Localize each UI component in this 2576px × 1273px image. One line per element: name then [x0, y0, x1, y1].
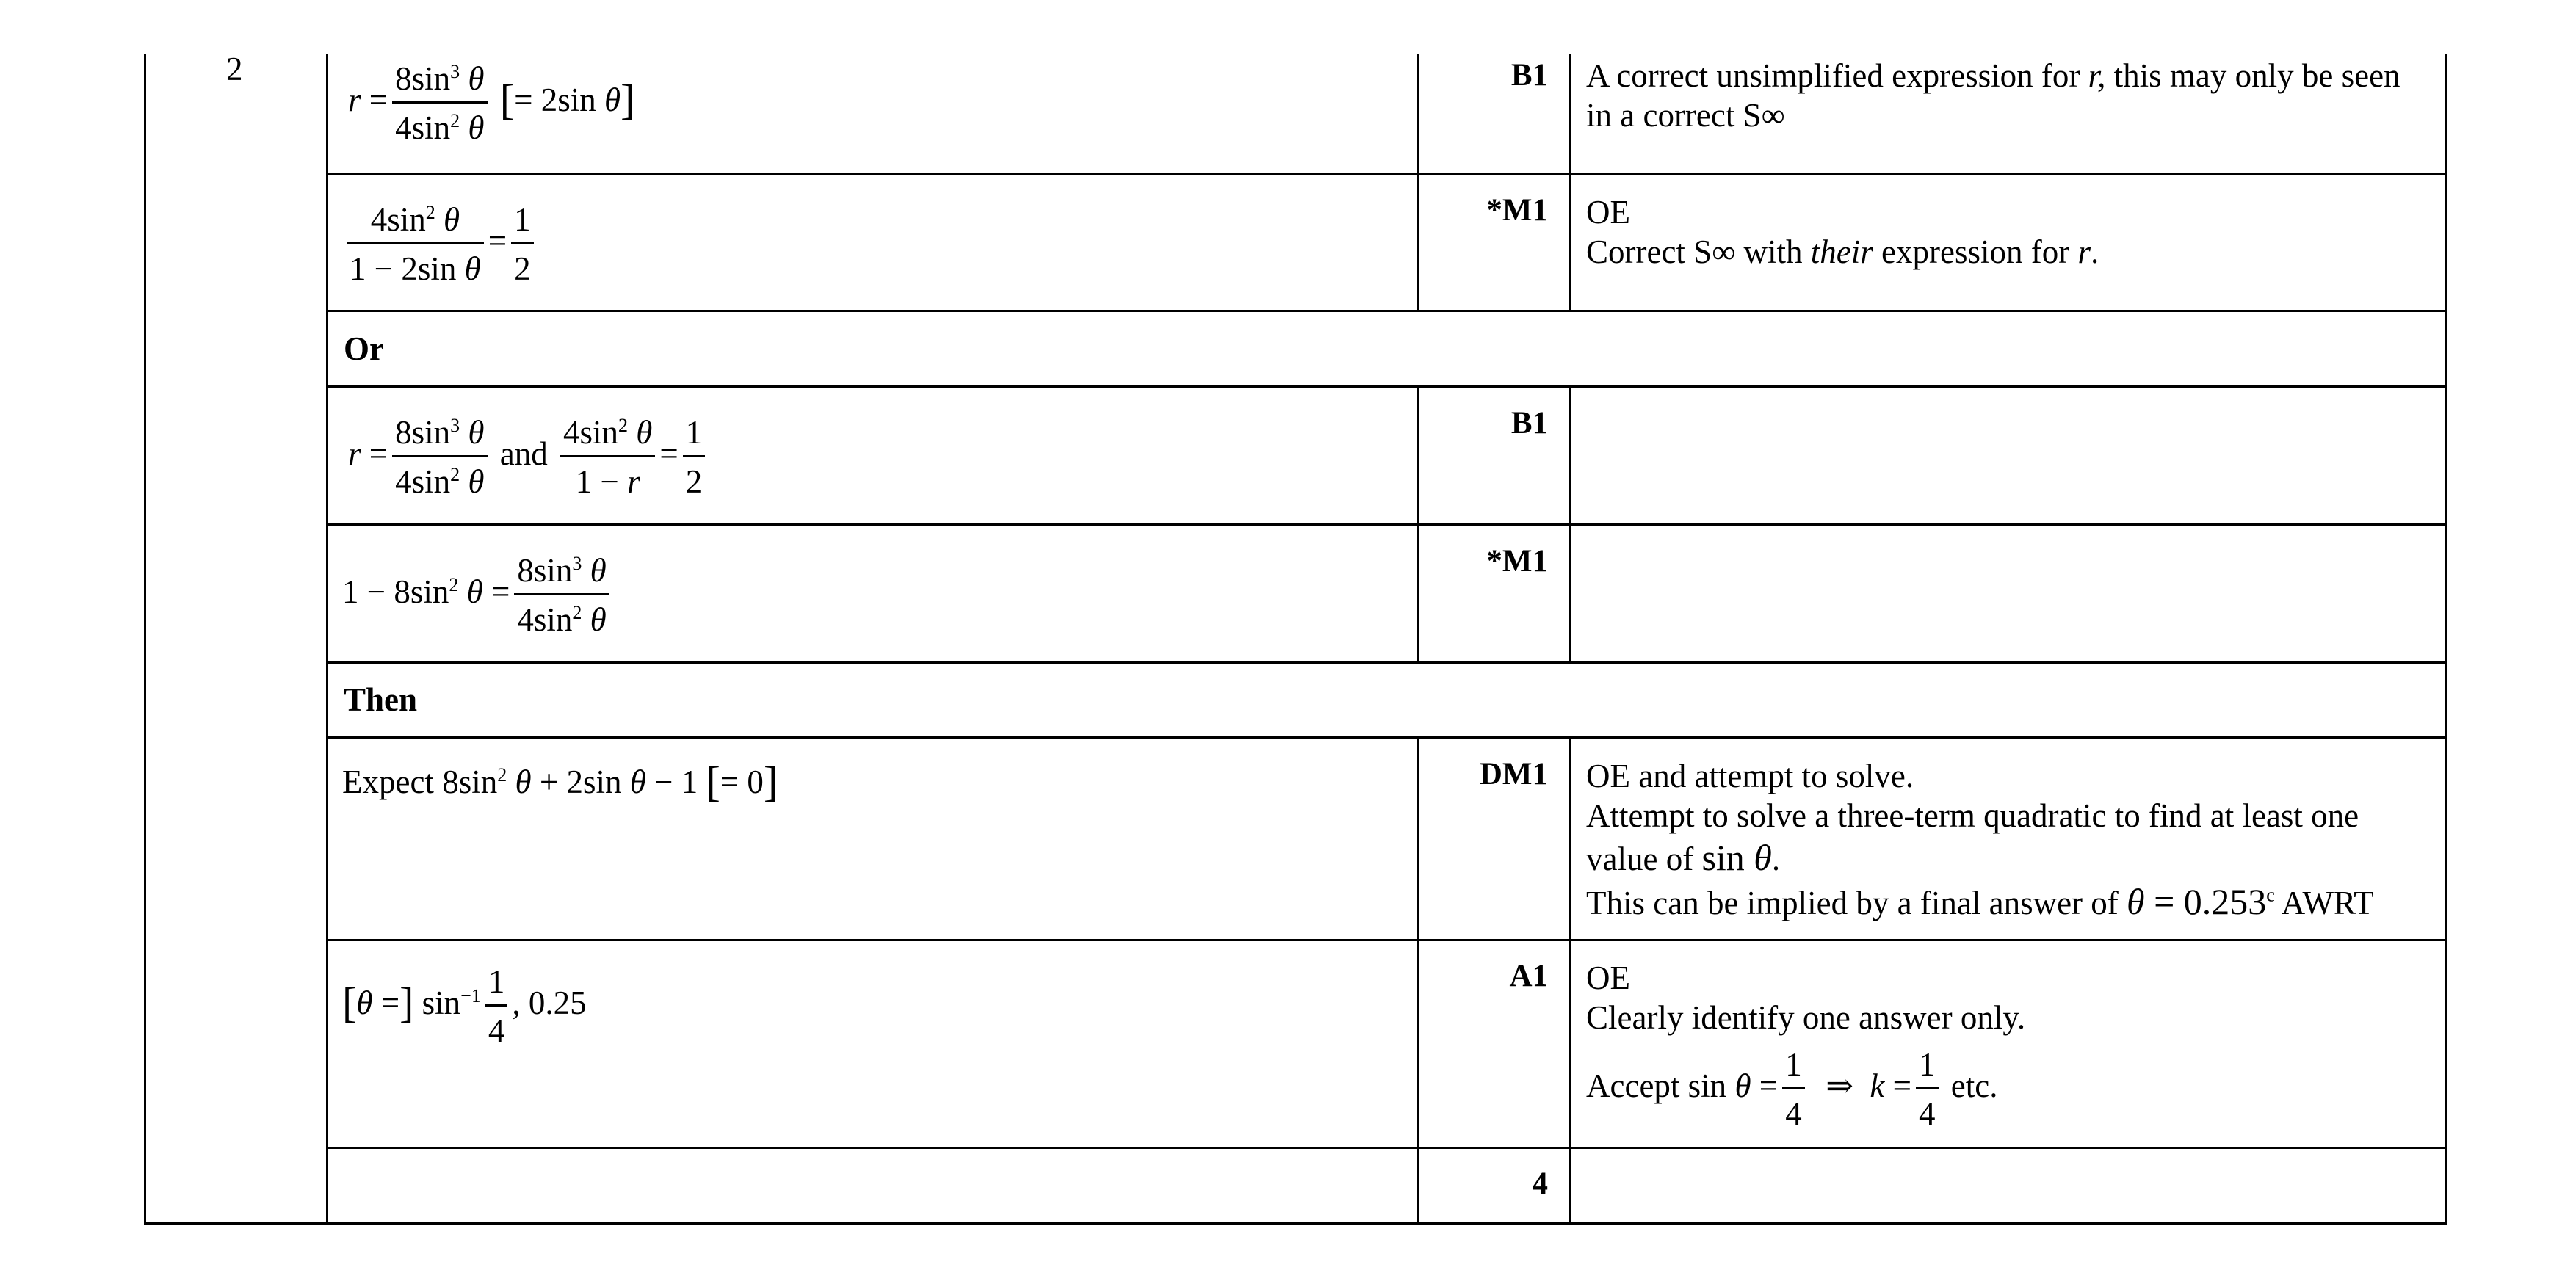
answer-theta: [θ =] $\sin^{-1}$ $\frac{1}{4}$ , 0.25: [342, 963, 587, 1049]
marks-column-left-border-3: [1417, 738, 1419, 1225]
answer-alt-equation: $1 - 8\sin^2$ θ = $\frac{8\sin^3 \theta}{4\sin^2 \theta}$: [342, 551, 614, 639]
answer-r-expression: r = $\frac{8\sin^3 \theta}{4\sin^2 \theta}$ [= 2sin θ]: [348, 60, 635, 146]
outer-right-border: [2445, 54, 2447, 1225]
row-divider: [326, 736, 2447, 739]
row-divider: [326, 1147, 2447, 1149]
guidance-row-1: A correct unsimplified expression for r, this may only be seen in a correct S∞: [1586, 57, 2400, 134]
mark-a1: A1: [1509, 959, 1548, 993]
mark-star-m1: *M1: [1486, 193, 1548, 228]
answer-sum-to-infinity: $\frac{4\sin^2 \theta}{\text{1 − 2sin θ}}$ = $\frac{1}{2}$: [342, 200, 538, 289]
answer-alt-r-and-sum: r = $\frac{8\sin^3 \theta}{4\sin^2 \theta}$ and $\frac{4\sin^2 \theta}{1 - r}$ = $\frac{1}{2}$: [348, 413, 709, 501]
mark-dm1: DM1: [1479, 757, 1548, 791]
section-or: Or: [344, 330, 384, 367]
row-divider: [326, 661, 2447, 664]
guidance-row-5: OE and attempt to solve. Attempt to solve a three-term quadratic to find at least one value of sin θ. This can be implied by a final answer of θ = 0.253$^c$ AWRT: [1586, 758, 2374, 922]
row-divider: [326, 173, 2447, 175]
marks-column-left-border: [1417, 54, 1419, 311]
mark-star-m1-alt: *M1: [1486, 544, 1548, 579]
answer-quadratic: Expect $8\sin^2$ θ + 2sin θ − 1 [= 0]: [342, 758, 778, 805]
question-number: 2: [226, 51, 243, 87]
guidance-row-2: OE Correct S∞ with their expression for r.: [1586, 194, 2099, 270]
guidance-column-left-border: [1569, 54, 1571, 311]
guidance-column-left-border-3: [1569, 738, 1571, 1225]
total-marks: 4: [1532, 1167, 1548, 1201]
mark-b1: B1: [1510, 58, 1548, 93]
row-divider: [326, 523, 2447, 526]
answer-column-left-border: [326, 54, 328, 1225]
row-divider: [326, 385, 2447, 388]
row-divider: [326, 310, 2447, 312]
section-then: Then: [344, 681, 418, 718]
mark-b1-alt: B1: [1510, 406, 1548, 440]
guidance-row-6: OE Clearly identify one answer only. Accept sin θ = $\frac{1}{4}$ ⇒ k = $\frac{1}{4}$ etc.: [1586, 960, 2026, 1132]
outer-left-border: [144, 54, 146, 1225]
row-divider: [326, 939, 2447, 941]
table-bottom-border: [144, 1222, 2447, 1225]
